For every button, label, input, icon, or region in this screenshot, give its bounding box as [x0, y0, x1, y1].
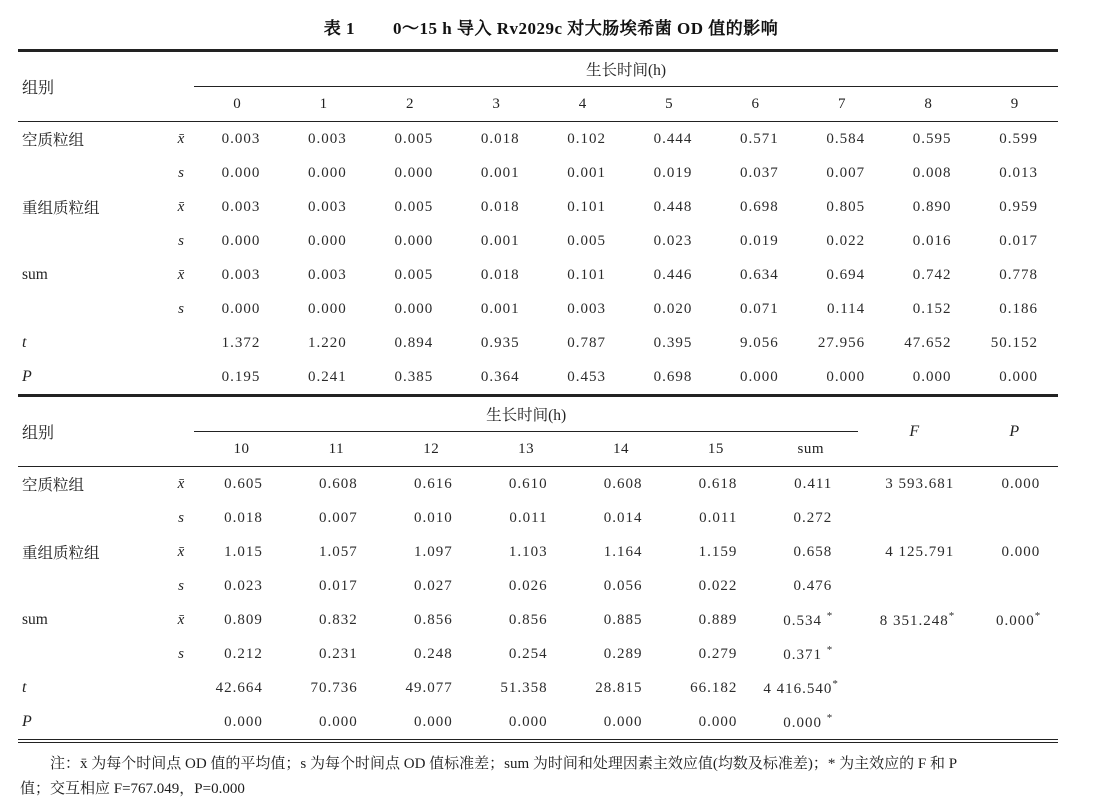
od-value-cell: 0.000 [221, 232, 261, 249]
growth-time-header: 生长时间(h) [194, 397, 858, 432]
od-value-cell: 0.000 [221, 164, 261, 181]
f-column-header: F [858, 397, 970, 467]
row-label: 重组质粒组 [22, 200, 100, 217]
od-value-cell: 0.010 [413, 509, 453, 526]
time-col-header: 2 [367, 87, 453, 122]
time-col-header: 9 [972, 87, 1058, 122]
f-value-cell [858, 705, 970, 741]
table-row [18, 603, 1058, 637]
growth-time-header: 生长时间(h) [194, 51, 1058, 87]
od-value-cell: 0.212 [224, 645, 263, 662]
od-value-cell: 0.959 [999, 198, 1038, 215]
od-value-cell: 0.448 [653, 198, 693, 215]
od-value-cell: 0.003 [221, 198, 261, 215]
od-value-cell: 0.018 [480, 130, 520, 147]
od-value-cell: 0.832 [319, 611, 358, 628]
od-table-hours-10-15 [18, 397, 1058, 743]
f-value-cell: 4 125.791 [885, 543, 955, 560]
od-value-cell: 0.444 [653, 130, 693, 147]
od-value-cell: 0.000 [912, 368, 952, 385]
od-value-cell: 0.000 [698, 713, 738, 730]
row-label [18, 501, 168, 535]
od-value-cell: 0.248 [413, 645, 453, 662]
time-col-header: 13 [479, 432, 574, 467]
row-label: sum [22, 266, 48, 283]
table-row [18, 326, 1058, 360]
table-row [18, 535, 1058, 569]
od-value-cell: 0.037 [740, 164, 779, 181]
od-value-cell: 9.056 [740, 334, 779, 351]
od-value-cell: 0.018 [224, 509, 263, 526]
od-value-cell: 0.000 [508, 713, 548, 730]
od-value-cell: 0.935 [480, 334, 520, 351]
row-label: P [22, 368, 32, 385]
row-label [18, 637, 168, 671]
table-row [18, 671, 1058, 705]
od-value-cell: 0.890 [912, 198, 952, 215]
od-value-cell: 0.584 [826, 130, 866, 147]
od-value-cell: 0.005 [394, 130, 434, 147]
od-value-cell: 0.698 [740, 198, 779, 215]
od-value-cell: 0.016 [912, 232, 952, 249]
od-value-cell: 0.694 [826, 266, 866, 283]
od-value-cell: 0.019 [653, 164, 693, 181]
time-col-header: 5 [626, 87, 712, 122]
od-value-cell: 66.182 [690, 679, 738, 696]
od-value-cell: 0.000 [826, 368, 866, 385]
od-value-cell: 0.101 [567, 266, 606, 283]
f-value-cell: 8 351.248* [879, 610, 955, 629]
time-col-header: 10 [194, 432, 289, 467]
od-value-cell: 0.889 [698, 611, 738, 628]
od-value-cell: 0.000 [413, 713, 453, 730]
stat-symbol: x̄ [177, 543, 185, 560]
significance-asterisk: * [826, 610, 833, 622]
od-value-cell: 0.605 [224, 475, 263, 492]
od-value-cell: 0.186 [999, 300, 1038, 317]
od-value-cell: 0.022 [698, 577, 738, 594]
footnote-line-2: 值；交互相应 F=767.049，P=0.000 [20, 781, 245, 797]
table-row [18, 190, 1058, 224]
od-value-cell: 0.020 [653, 300, 693, 317]
header-row-span [18, 397, 1058, 432]
stat-symbol [168, 360, 194, 396]
stat-symbol: s [178, 577, 184, 594]
table-row [18, 156, 1058, 190]
od-value-cell: 1.372 [221, 334, 261, 351]
significance-asterisk: * [826, 712, 833, 724]
od-value-cell: 0.809 [224, 611, 263, 628]
row-label: t [22, 679, 27, 696]
table-title [0, 14, 1102, 39]
od-value-cell: 0.000 [740, 368, 779, 385]
stat-symbol: x̄ [177, 475, 185, 492]
od-value-cell: 0.805 [826, 198, 866, 215]
od-value-cell: 0.595 [912, 130, 952, 147]
od-value-cell: 0.019 [740, 232, 779, 249]
od-value-cell: 0.027 [413, 577, 453, 594]
od-value-cell: 42.664 [215, 679, 263, 696]
table-footnote [20, 752, 1080, 802]
p-value-cell [970, 671, 1058, 705]
od-value-cell: 0.000 [999, 368, 1038, 385]
od-value-cell: 0.101 [567, 198, 606, 215]
row-label: sum [22, 611, 48, 628]
significance-asterisk: * [948, 610, 955, 622]
significance-asterisk: * [1034, 610, 1041, 622]
od-value-cell: 0.599 [999, 130, 1038, 147]
od-value-cell: 1.103 [508, 543, 548, 560]
od-value-cell: 1.164 [603, 543, 643, 560]
od-value-cell: 0.616 [413, 475, 453, 492]
stat-symbol [168, 671, 194, 705]
p-value-cell: 0.000 [1001, 475, 1041, 492]
table-row [18, 360, 1058, 396]
od-value-cell: 0.011 [509, 509, 548, 526]
od-value-cell: 0.023 [653, 232, 693, 249]
stat-symbol [168, 705, 194, 741]
od-value-cell: 0.241 [308, 368, 347, 385]
table-title-text: 0～15 h 导入 Rv2029c 对大肠埃希菌 OD 值的影响 [392, 19, 779, 38]
od-value-cell: 47.652 [904, 334, 952, 351]
row-label [18, 156, 168, 190]
od-value-cell: 0.014 [603, 509, 643, 526]
od-value-cell: 0.000 [603, 713, 643, 730]
f-value-cell [858, 671, 970, 705]
time-col-header: 11 [289, 432, 384, 467]
od-value-cell: 0.003 [221, 266, 261, 283]
group-column-header: 组别 [18, 51, 194, 122]
od-value-cell: 1.015 [224, 543, 263, 560]
od-value-cell: 0.385 [394, 368, 434, 385]
od-value-cell: 0.289 [603, 645, 643, 662]
table-section-1 [18, 49, 1058, 397]
od-value-cell: 28.815 [595, 679, 643, 696]
od-value-cell: 0.658 [793, 543, 833, 560]
od-value-cell: 0.608 [319, 475, 358, 492]
od-value-cell: 0.000 [394, 300, 434, 317]
table-row [18, 569, 1058, 603]
p-value-cell: 0.000* [996, 610, 1041, 629]
od-value-cell: 50.152 [990, 334, 1038, 351]
od-value-cell: 0.003 [308, 198, 347, 215]
od-value-cell: 0.856 [413, 611, 453, 628]
time-col-header: 14 [574, 432, 669, 467]
od-value-cell: 49.077 [405, 679, 453, 696]
od-value-cell: 0.022 [826, 232, 866, 249]
stat-symbol: x̄ [177, 198, 185, 215]
od-value-cell: 0.000 [319, 713, 358, 730]
od-value-cell: 0.000 [308, 164, 347, 181]
row-label: 重组质粒组 [22, 545, 100, 562]
table-number: 表 1 [323, 19, 355, 38]
od-value-cell: 0.000 * [783, 712, 833, 731]
time-col-header: 1 [280, 87, 366, 122]
od-value-cell: 0.102 [567, 130, 606, 147]
od-value-cell: 0.000 [308, 300, 347, 317]
table-body [18, 467, 1058, 742]
significance-asterisk: * [826, 644, 833, 656]
stat-symbol: s [178, 164, 184, 181]
od-value-cell: 51.358 [500, 679, 548, 696]
od-value-cell: 0.446 [653, 266, 693, 283]
p-value-cell: 0.000 [1001, 543, 1041, 560]
od-value-cell: 0.254 [508, 645, 548, 662]
stat-symbol: x̄ [177, 130, 185, 147]
od-value-cell: 0.008 [912, 164, 952, 181]
stat-symbol: s [178, 300, 184, 317]
od-value-cell: 0.023 [224, 577, 263, 594]
od-value-cell: 0.005 [394, 198, 434, 215]
header-row-span [18, 51, 1058, 87]
od-value-cell: 0.195 [221, 368, 261, 385]
f-value-cell [858, 501, 970, 535]
od-value-cell: 1.057 [319, 543, 358, 560]
p-value-cell [970, 705, 1058, 741]
od-value-cell: 0.608 [603, 475, 643, 492]
table-row [18, 224, 1058, 258]
table-row [18, 705, 1058, 741]
significance-asterisk: * [832, 678, 838, 690]
od-value-cell: 0.231 [319, 645, 358, 662]
od-value-cell: 0.001 [480, 232, 520, 249]
od-value-cell: 0.001 [480, 164, 520, 181]
table-body [18, 122, 1058, 396]
od-value-cell: 0.364 [480, 368, 520, 385]
p-value-cell [970, 501, 1058, 535]
od-value-cell: 4 416.540* [763, 678, 838, 697]
od-value-cell: 0.395 [653, 334, 693, 351]
od-value-cell: 1.159 [698, 543, 738, 560]
table-row [18, 637, 1058, 671]
stat-symbol: x̄ [177, 266, 185, 283]
od-value-cell: 0.885 [603, 611, 643, 628]
time-col-header: sum [763, 432, 858, 467]
od-value-cell: 0.698 [653, 368, 693, 385]
od-value-cell: 0.114 [826, 300, 866, 317]
stat-symbol: s [178, 509, 184, 526]
od-value-cell: 0.476 [793, 577, 833, 594]
od-value-cell: 0.001 [480, 300, 520, 317]
row-label: t [22, 334, 27, 351]
footnote-line-1: 注：x̄ 为每个时间点 OD 值的平均值；s 为每个时间点 OD 值标准差；sum 为时间和处理因素主效应值(均数及标准差)；* 为主效应的 F 和 P [50, 756, 958, 772]
table-row [18, 501, 1058, 535]
table-row [18, 258, 1058, 292]
od-value-cell: 0.856 [508, 611, 548, 628]
od-value-cell: 0.005 [567, 232, 606, 249]
od-value-cell: 0.787 [567, 334, 606, 351]
f-value-cell [858, 637, 970, 671]
group-column-header: 组别 [18, 397, 194, 467]
time-col-header: 7 [799, 87, 885, 122]
od-value-cell: 0.000 [308, 232, 347, 249]
od-value-cell: 0.018 [480, 266, 520, 283]
time-col-header: 12 [384, 432, 479, 467]
row-label [18, 224, 168, 258]
od-value-cell: 0.371 * [783, 644, 833, 663]
table-row [18, 292, 1058, 326]
od-value-cell: 0.000 [394, 232, 434, 249]
time-col-header: 4 [540, 87, 626, 122]
od-value-cell: 0.003 [567, 300, 606, 317]
time-col-header: 3 [453, 87, 539, 122]
table-row [18, 467, 1058, 502]
od-value-cell: 0.011 [699, 509, 738, 526]
od-value-cell: 0.018 [480, 198, 520, 215]
od-value-cell: 0.007 [826, 164, 866, 181]
row-label: 空质粒组 [22, 132, 85, 149]
row-label: 空质粒组 [22, 477, 85, 494]
od-value-cell: 0.003 [221, 130, 261, 147]
p-value-cell [970, 637, 1058, 671]
row-label: P [22, 713, 32, 730]
od-value-cell: 0.618 [698, 475, 738, 492]
f-value-cell [858, 569, 970, 603]
od-value-cell: 0.000 [224, 713, 263, 730]
table-row [18, 122, 1058, 157]
od-value-cell: 0.005 [394, 266, 434, 283]
od-value-cell: 0.056 [603, 577, 643, 594]
od-value-cell: 0.001 [567, 164, 606, 181]
table-section-2 [18, 397, 1058, 743]
od-value-cell: 0.534 * [783, 610, 833, 629]
od-value-cell: 0.152 [912, 300, 952, 317]
od-value-cell: 27.956 [817, 334, 866, 351]
od-value-cell: 0.453 [567, 368, 606, 385]
od-value-cell: 0.017 [999, 232, 1038, 249]
od-value-cell: 0.279 [698, 645, 738, 662]
od-value-cell: 0.000 [394, 164, 434, 181]
od-value-cell: 0.634 [740, 266, 779, 283]
od-value-cell: 0.742 [912, 266, 952, 283]
od-value-cell: 0.411 [794, 475, 833, 492]
p-value-cell [970, 569, 1058, 603]
od-value-cell: 1.097 [413, 543, 453, 560]
od-value-cell: 0.778 [999, 266, 1038, 283]
od-value-cell: 0.272 [793, 509, 833, 526]
od-table-hours-0-9 [18, 49, 1058, 397]
row-label [18, 292, 168, 326]
time-col-header: 0 [194, 87, 280, 122]
stat-symbol: x̄ [177, 611, 185, 628]
time-col-header: 8 [885, 87, 971, 122]
time-col-header: 6 [712, 87, 798, 122]
od-value-cell: 0.071 [740, 300, 779, 317]
f-value-cell: 3 593.681 [885, 475, 955, 492]
time-col-header: 15 [668, 432, 763, 467]
row-label [18, 569, 168, 603]
od-value-cell: 0.610 [508, 475, 548, 492]
od-value-cell: 70.736 [310, 679, 358, 696]
od-value-cell: 1.220 [308, 334, 347, 351]
od-value-cell: 0.894 [394, 334, 434, 351]
od-value-cell: 0.017 [319, 577, 358, 594]
stat-symbol: s [178, 232, 184, 249]
od-value-cell: 0.000 [221, 300, 261, 317]
od-value-cell: 0.003 [308, 130, 347, 147]
stat-symbol: s [178, 645, 184, 662]
od-value-cell: 0.013 [999, 164, 1038, 181]
od-value-cell: 0.003 [308, 266, 347, 283]
od-value-cell: 0.571 [740, 130, 779, 147]
stat-symbol [168, 326, 194, 360]
od-value-cell: 0.007 [319, 509, 358, 526]
od-value-cell: 0.026 [508, 577, 548, 594]
p-column-header: P [970, 397, 1058, 467]
